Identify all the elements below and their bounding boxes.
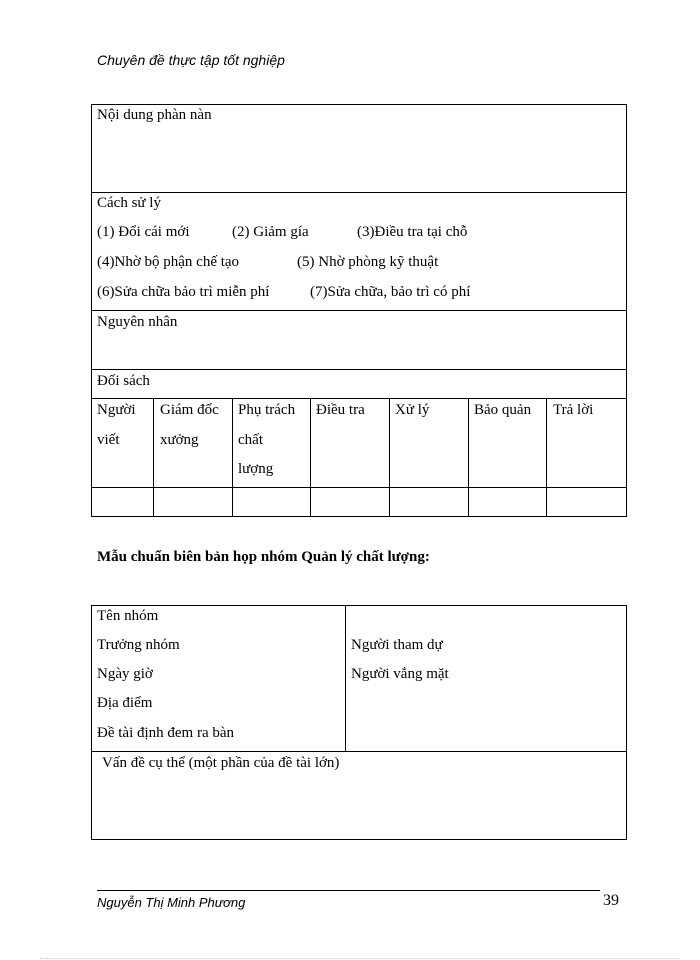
countermeasure-label: Đối sách (97, 373, 150, 389)
footer-divider (97, 890, 600, 891)
table-border (626, 605, 627, 840)
column-divider (310, 398, 311, 517)
column-divider (389, 398, 390, 517)
location-label: Địa điểm (97, 695, 153, 711)
absentees-label: Người vắng mặt (351, 666, 449, 682)
column-header-processing: Xử lý (395, 402, 430, 418)
specific-issue-label: Vấn đề cụ thể (một phần của đề tài lớn) (102, 755, 340, 771)
cause-label: Nguyên nhân (97, 314, 178, 330)
column-header-reply: Trả lời (553, 402, 594, 418)
section-heading: Mẫu chuẩn biên bản họp nhóm Quản lý chất lượng: (97, 549, 430, 565)
column-header-writer-line2: viết (97, 432, 120, 448)
option-technical-dept: (5) Nhờ phòng kỹ thuật (297, 254, 439, 270)
complaint-content-label: Nội dung phàn nàn (97, 107, 212, 123)
table-border (91, 605, 627, 606)
row-divider (91, 751, 627, 752)
footer-author: Nguyễn Thị Minh Phương (97, 895, 246, 910)
column-divider (232, 398, 233, 517)
column-header-quality-lead-line3: lượng (238, 461, 274, 477)
column-header-writer: Người (97, 402, 136, 418)
table-border (91, 839, 627, 840)
table-border (91, 605, 92, 840)
column-header-investigation: Điều tra (316, 402, 365, 418)
column-header-storage: Bảo quản (474, 402, 532, 418)
handling-method-label: Cách sử lý (97, 195, 161, 211)
option-manufacturing-dept: (4)Nhờ bộ phận chế tạo (97, 254, 240, 270)
column-divider (468, 398, 469, 517)
column-header-director-line2: xưởng (160, 432, 199, 448)
group-leader-label: Trưởng nhóm (97, 637, 180, 653)
option-paid-repair: (7)Sửa chữa, bảo trì có phí (310, 284, 471, 300)
option-free-repair: (6)Sửa chữa bảo trì miễn phí (97, 284, 270, 300)
topic-label: Đề tài định đem ra bàn (97, 725, 235, 741)
attendees-label: Người tham dự (351, 637, 443, 653)
column-divider (546, 398, 547, 517)
page-edge-dotted-line (40, 958, 680, 959)
group-name-label: Tên nhóm (97, 608, 159, 624)
table-border (91, 104, 627, 105)
column-divider (153, 398, 154, 517)
row-divider (91, 369, 627, 370)
column-divider (345, 605, 346, 752)
option-onsite-investigation: (3)Điều tra tại chỗ (357, 224, 468, 240)
row-divider (91, 192, 627, 193)
option-replace-new: (1) Đổi cái mới (97, 224, 190, 240)
option-discount: (2) Giảm gía (232, 224, 309, 240)
column-header-quality-lead: Phụ trách (238, 402, 296, 418)
column-header-quality-lead-line2: chất (238, 432, 263, 448)
page-number: 39 (603, 892, 619, 909)
datetime-label: Ngày giờ (97, 666, 153, 682)
page-header-title: Chuyên đề thực tập tốt nghiệp (97, 52, 285, 68)
row-divider (91, 310, 627, 311)
column-header-director: Giám đốc (160, 402, 219, 418)
